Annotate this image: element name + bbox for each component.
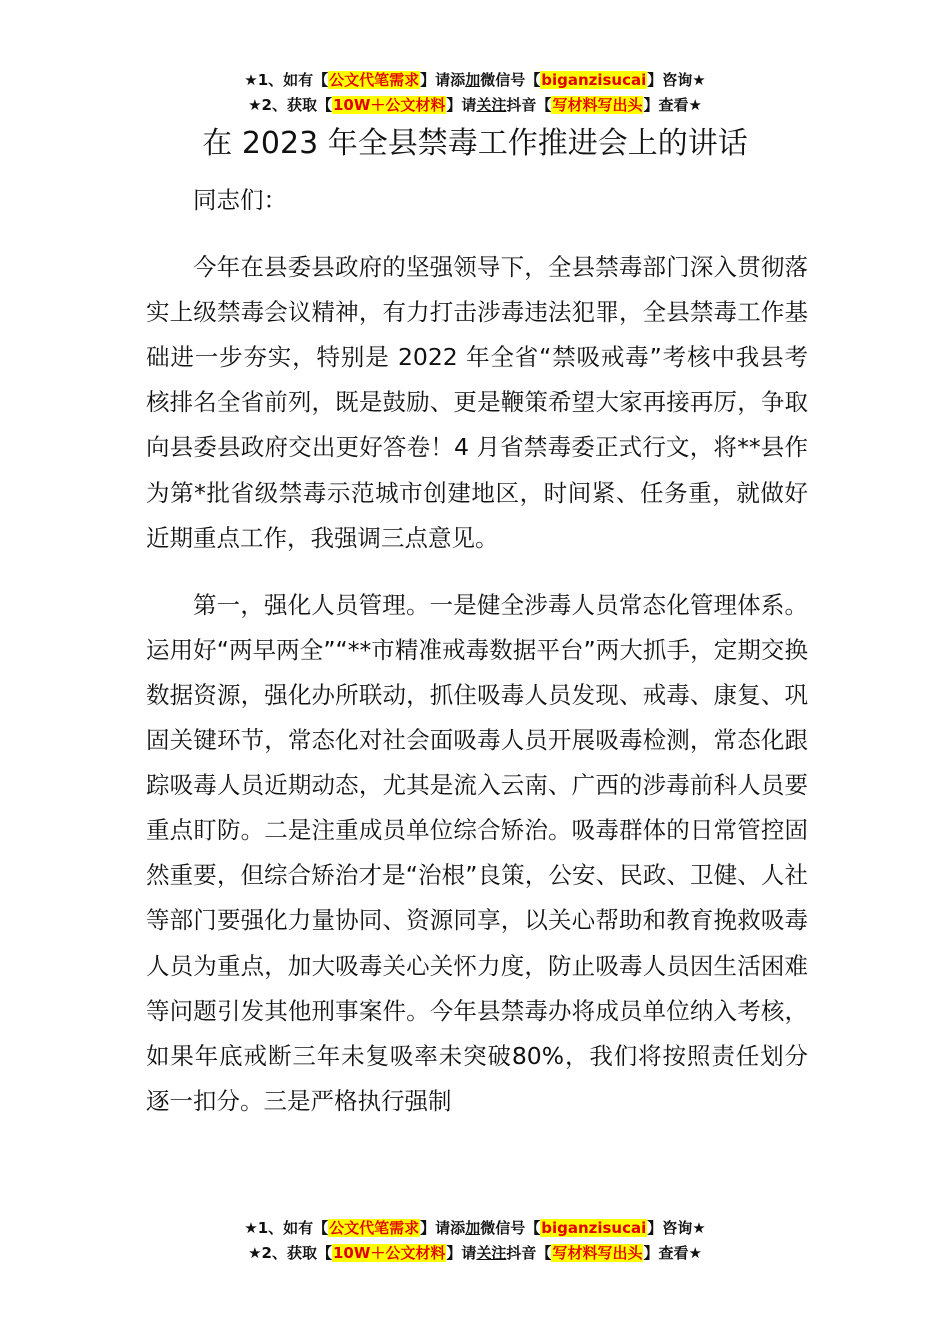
highlight-service: 公文代笔需求 — [329, 71, 420, 89]
document-body — [146, 178, 808, 1124]
highlight-wechat-id: biganzisucai — [541, 1219, 647, 1237]
document-title: 在 2023 年全县禁毒工作推进会上的讲话 — [202, 126, 748, 161]
highlight-douyin-account: 写材料写出头 — [552, 1244, 643, 1262]
highlight-materials: 10W＋公文材料 — [332, 1244, 446, 1262]
promo-line-2: ★2、获取【10W＋公文材料】请关注抖音【写材料写出头】查看★ — [248, 96, 702, 114]
promo-line-1: ★1、如有【公文代笔需求】请添加微信号【biganzisucai】咨询★ — [244, 1219, 706, 1237]
highlight-materials: 10W＋公文材料 — [332, 96, 446, 114]
highlight-service: 公文代笔需求 — [329, 1219, 420, 1237]
promo-banner-top — [0, 68, 950, 118]
paragraph-2: 第一，强化人员管理。一是健全涉毒人员常态化管理体系。运用好“两早两全”“**市精准戒毒数据平台”两大抓手，定期交换数据资源，强化办所联动，抓住吸毒人员发现、戒毒、康复、巩固关键环节，常态化对社会面吸毒人员开展吸毒检测，常态化跟踪吸毒人员近期动态，尤其是流入云南、广西的涉毒前科人员要重点盯防。二是注重成员单位综合矫治。吸毒群体的日常管控固然重要，但综合矫治才是“治根”良策，公安、民政、卫健、人社等部门要强化力量协同、资源同享，以关心帮助和教育挽救吸毒人员为重点，加大吸毒关心关怀力度，防止吸毒人员因生活困难等问题引发其他刑事案件。今年县禁毒办将成员单位纳入考核，如果年底戒断三年未复吸率未突破80%，我们将按照责任划分逐一扣分。三是严格执行强制 — [146, 590, 808, 1115]
highlight-douyin-account: 写材料写出头 — [552, 96, 643, 114]
promo-line-2: ★2、获取【10W＋公文材料】请关注抖音【写材料写出头】查看★ — [248, 1244, 702, 1262]
paragraph-1: 今年在县委县政府的坚强领导下，全县禁毒部门深入贯彻落实上级禁毒会议精神，有力打击涉毒违法犯罪，全县禁毒工作基础进一步夯实，特别是 2022 年全省“禁吸戒毒”考核中我县考核排名全省前列，既是鼓励、更是鞭策希望大家再接再厉，争取向县委县政府交出更好答卷！4 月省禁毒委正式行文，将**县作为第*批省级禁毒示范城市创建地区，时间紧、任务重，就做好近期重点工作，我强调三点意见。 — [146, 253, 808, 552]
promo-banner-bottom — [0, 1216, 950, 1266]
greeting: 同志们： — [193, 186, 287, 214]
highlight-wechat-id: biganzisucai — [541, 71, 647, 89]
promo-line-1: ★1、如有【公文代笔需求】请添加微信号【biganzisucai】咨询★ — [244, 71, 706, 89]
